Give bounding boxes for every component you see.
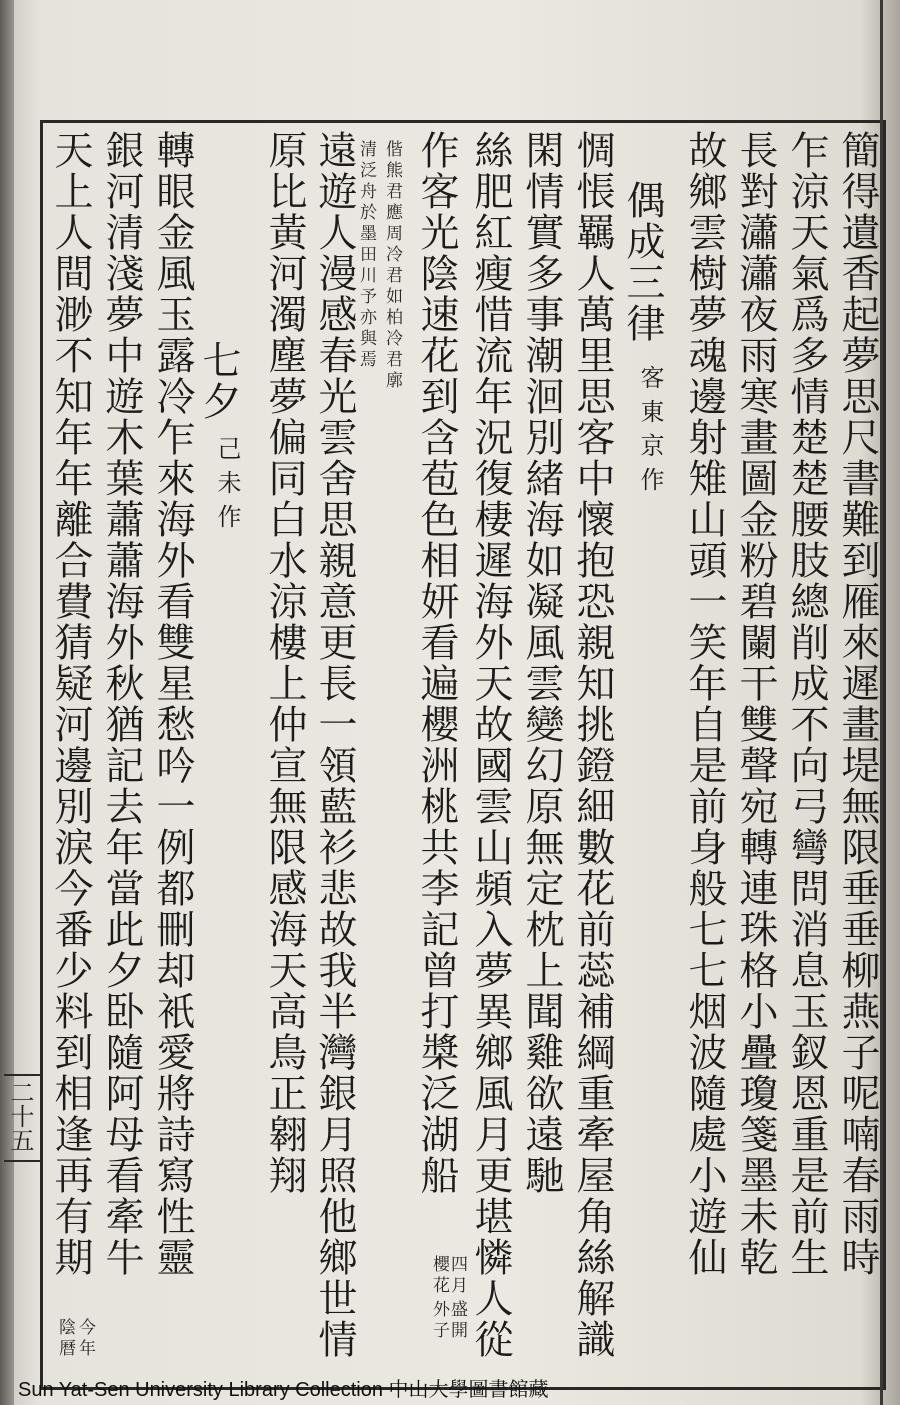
text-column-1: 簡得遺香起夢思尺書難到雁來遲畫堤無限垂垂柳燕子呢喃春雨時 xyxy=(835,130,880,1278)
text-column-6: 惆悵羈人萬里思客中懷抱恐親知挑鐙細數花前蕊補綱重牽屋角絲解識 xyxy=(570,130,615,1360)
annotation-8b: 櫻花 xyxy=(429,1255,449,1297)
folio-number: 二十五 xyxy=(6,1080,34,1152)
text-column-16: 天上人間渺不知年年離合費猜疑河邊別淚今番少料到相逢再有期 xyxy=(48,130,93,1278)
poem-title-1-note: 客東京作 xyxy=(636,365,664,501)
folio-bottom-rule xyxy=(4,1160,40,1162)
text-column-3: 長對瀟瀟夜雨寒畫圖金粉碧闌干雙聲宛轉連珠格小疊瓊箋墨未乾 xyxy=(733,130,778,1278)
annotation-16a: 今年 xyxy=(75,1318,95,1360)
page-binding xyxy=(0,0,14,1405)
text-column-7: 閑情實多事潮洄別緒海如凝風雲變幻原無定枕上聞雞欲遠馳 xyxy=(519,130,564,1196)
frame-edge-line xyxy=(880,0,883,1405)
text-column-15: 銀河清淺夢中遊木葉蕭蕭海外秋猶記去年當此夕卧隨阿母看牽牛 xyxy=(99,130,144,1278)
annotation-8c: 盛開 xyxy=(447,1300,467,1342)
poem-title-2: 七夕 xyxy=(196,340,241,422)
text-column-9: 作客光陰速花到含苞色相妍看遍櫻洲桃共李記曾打槳泛湖船 xyxy=(414,130,459,1196)
annotation-10b: 清泛舟於墨田川予亦與焉 xyxy=(356,140,376,371)
text-column-4: 故鄉雲樹夢魂邊射雉山頭一笑年自是前身般七七烟波隨處小遊仙 xyxy=(682,130,727,1278)
annotation-16b: 陰曆 xyxy=(55,1318,75,1360)
text-column-11: 遠遊人漫感春光雲舍思親意更長一領藍衫悲故我半灣銀月照他鄉世情 xyxy=(312,130,357,1360)
annotation-8d: 外子 xyxy=(429,1300,449,1342)
poem-title-2-note: 己未作 xyxy=(213,436,241,538)
text-column-2: 乍涼天氣爲多情楚楚腰肢總削成不向弓彎問消息玉釵恩重是前生 xyxy=(784,130,829,1278)
poem-title-1: 偶成三律 xyxy=(620,180,665,344)
annotation-10a: 偕熊君應周冷君如柏冷君廓 xyxy=(382,140,402,392)
library-credit: Sun Yat-Sen University Library Collection 中山大學圖書館藏 xyxy=(18,1379,549,1401)
text-column-8: 絲肥紅瘦惜流年況復棲遲海外天故國雲山頻入夢異鄉風月更堪憐人從 xyxy=(468,130,513,1360)
text-column-12: 原比黃河濁塵夢偏同白水涼樓上仲宣無限感海天高鳥正翱翔 xyxy=(262,130,307,1196)
text-column-14: 轉眼金風玉露冷乍來海外看雙星愁吟一例都刪却衹愛將詩寫性靈 xyxy=(150,130,195,1278)
annotation-8a: 四月 xyxy=(447,1255,467,1297)
folio-top-rule xyxy=(4,1074,40,1076)
